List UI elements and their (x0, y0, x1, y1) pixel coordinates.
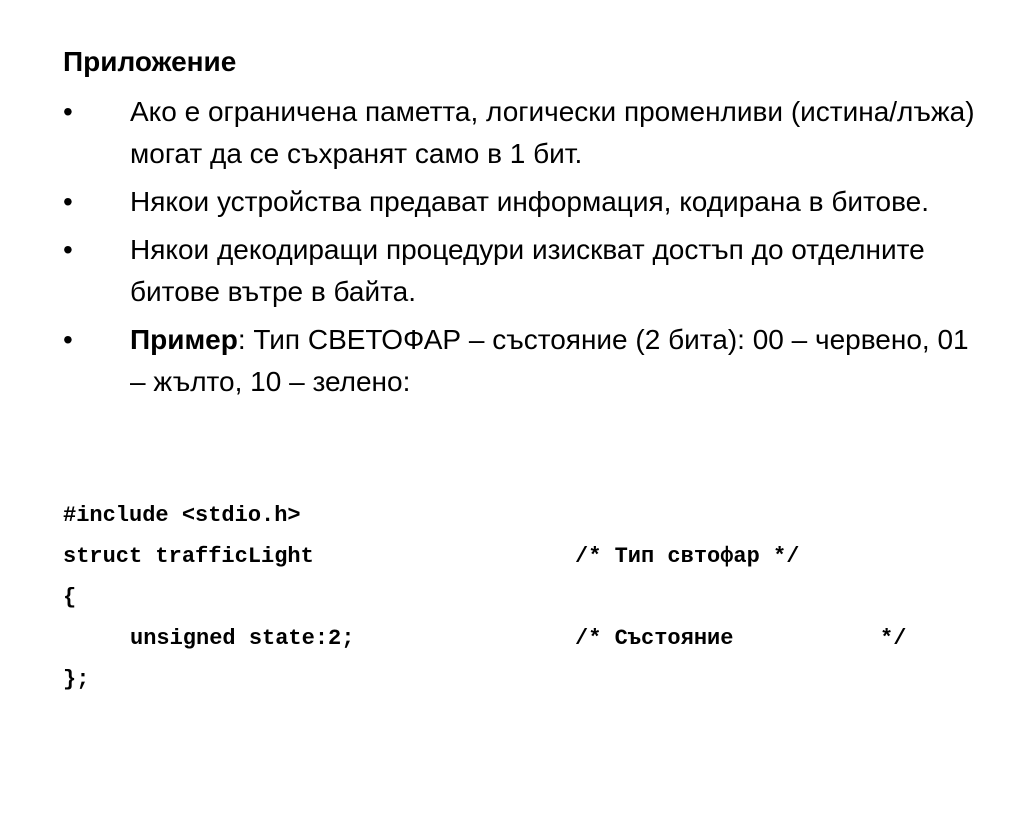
code-comment: /* Състояние (575, 626, 734, 651)
code-line (63, 495, 301, 536)
bullet-text: Някои устройства предават информация, кодирана в битове. (130, 186, 929, 217)
code-field: unsigned state:2; (130, 626, 355, 651)
code-struct-decl: struct trafficLight (63, 544, 314, 569)
code-comment-end: */ (880, 626, 907, 651)
code-line (63, 659, 142, 700)
code-line (63, 618, 907, 659)
bullet-list (63, 91, 983, 409)
slide-heading: Приложение (63, 46, 237, 77)
code-block (63, 495, 907, 700)
bullet-item (63, 229, 983, 313)
bullet-marker: • (63, 186, 73, 217)
code-comment: /* Тип свтофар */ (575, 544, 800, 569)
code-line (63, 577, 142, 618)
code-close-brace: }; (63, 667, 90, 692)
code-open-brace: { (63, 585, 77, 610)
bullet-item (63, 91, 983, 175)
bullet-item (63, 319, 983, 403)
bullet-marker: • (63, 96, 73, 127)
code-include: #include <stdio.h> (63, 503, 301, 528)
bullet-bold-label: Пример (130, 324, 238, 355)
bullet-text: Някои декодиращи процедури изискват достъп до отделните битове вътре в байта. (130, 234, 925, 307)
bullet-marker: • (63, 234, 73, 265)
bullet-text: : Тип СВЕТОФАР – състояние (2 бита): 00 – червено, 01 – жълто, 10 – зелено: (130, 324, 969, 397)
bullet-marker: • (63, 324, 73, 355)
code-line (63, 536, 800, 577)
bullet-text: Ако е ограничена паметта, логически променливи (истина/лъжа) могат да се съхранят само в 1 бит. (130, 96, 975, 169)
bullet-item (63, 181, 983, 223)
